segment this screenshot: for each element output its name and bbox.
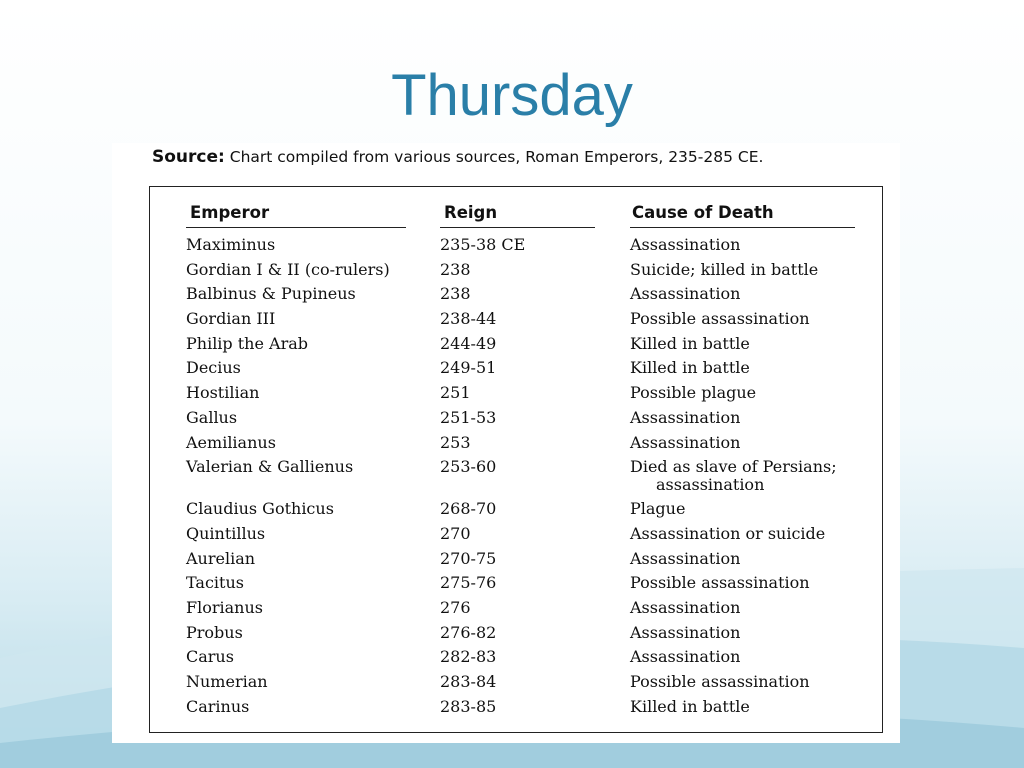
- cell-reign: 276-82: [440, 622, 497, 642]
- cell-cause: Plague: [630, 499, 686, 519]
- cell-reign: 283-84: [440, 672, 497, 691]
- cell-emperor: Maximinus: [186, 235, 276, 254]
- cell-reign: 253: [440, 432, 471, 452]
- cell-emperor: Aemilianus: [186, 432, 276, 452]
- table-row: [150, 282, 884, 307]
- cell-emperor: Tacitus: [186, 573, 244, 593]
- cell-emperor: Balbinus & Pupineus: [186, 284, 356, 304]
- cell-emperor: Numerian: [186, 672, 268, 691]
- cell-reign: 283-85: [440, 696, 497, 716]
- table-row: [150, 670, 884, 695]
- table-row: [150, 621, 884, 646]
- cell-cause: Killed in battle: [630, 358, 750, 378]
- table-row: [150, 645, 884, 670]
- cell-cause: Possible assassination: [630, 573, 810, 593]
- table-row: [150, 381, 884, 406]
- cell-cause: [630, 457, 837, 493]
- cell-reign: 251-53: [440, 407, 497, 427]
- cell-reign: 238-44: [440, 309, 497, 329]
- cell-cause: Possible assassination: [630, 672, 810, 691]
- cell-cause: Possible assassination: [630, 309, 810, 329]
- cell-emperor: Florianus: [186, 597, 263, 617]
- cell-cause: Assassination: [630, 647, 741, 667]
- cell-emperor: Probus: [186, 622, 243, 642]
- cell-reign: 282-83: [440, 647, 497, 667]
- table-row: [150, 431, 884, 456]
- table-row: [150, 258, 884, 283]
- emperor-table: [149, 186, 883, 733]
- table-row: [150, 695, 884, 720]
- cell-cause: Killed in battle: [630, 696, 750, 716]
- cell-cause-line1: Died as slave of Persians;: [630, 457, 837, 477]
- cell-cause: Assassination or suicide: [630, 523, 826, 543]
- source-label: Source:: [152, 147, 225, 167]
- header-underline-cause: [630, 227, 855, 228]
- cell-cause: Assassination: [630, 284, 741, 304]
- cell-emperor: Gallus: [186, 407, 238, 427]
- document-scan: [112, 143, 900, 743]
- cell-emperor: Decius: [186, 358, 241, 378]
- column-header-emperor: Emperor: [190, 203, 270, 222]
- table-row: [150, 497, 884, 522]
- cell-emperor: Valerian & Gallienus: [186, 457, 354, 477]
- cell-reign: 270-75: [440, 548, 497, 568]
- header-underline-reign: [440, 227, 595, 228]
- cell-reign: 276: [440, 597, 471, 617]
- cell-emperor: Claudius Gothicus: [186, 499, 334, 519]
- cell-emperor: Carinus: [186, 696, 250, 716]
- cell-cause: Assassination: [630, 407, 741, 427]
- cell-emperor: Carus: [186, 647, 234, 667]
- cell-reign: 249-51: [440, 358, 497, 378]
- cell-cause: Assassination: [630, 597, 741, 617]
- cell-emperor: Gordian I & II (co-rulers): [186, 259, 390, 279]
- cell-emperor: Aurelian: [186, 548, 256, 568]
- table-row: [150, 332, 884, 357]
- cell-emperor: Quintillus: [186, 523, 266, 543]
- cell-reign: 235-38 CE: [440, 235, 526, 254]
- cell-cause: Assassination: [630, 622, 741, 642]
- cell-emperor: Gordian III: [186, 309, 276, 329]
- cell-emperor: Philip the Arab: [186, 333, 309, 353]
- table-row: [150, 596, 884, 621]
- cell-cause: Killed in battle: [630, 333, 750, 353]
- cell-reign: 238: [440, 284, 471, 304]
- cell-cause: Assassination: [630, 432, 741, 452]
- cell-cause-line2: assassination: [656, 475, 765, 495]
- table-row: [150, 455, 884, 497]
- source-text: Chart compiled from various sources, Roman Emperors, 235-285 CE.: [229, 148, 764, 166]
- table-row: [150, 571, 884, 596]
- cell-cause: Suicide; killed in battle: [630, 259, 819, 279]
- cell-reign: 275-76: [440, 573, 497, 593]
- column-header-cause: Cause of Death: [632, 203, 774, 222]
- table-row: [150, 233, 884, 258]
- cell-reign: 238: [440, 259, 471, 279]
- table-body: [150, 233, 884, 719]
- cell-reign: 268-70: [440, 499, 497, 519]
- table-row: [150, 547, 884, 572]
- column-header-reign: Reign: [444, 203, 498, 222]
- table-row: [150, 307, 884, 332]
- table-row: [150, 356, 884, 381]
- cell-reign: 270: [440, 523, 471, 543]
- slide-title: Thursday: [391, 63, 633, 128]
- table-row: [150, 522, 884, 547]
- source-line: [152, 147, 892, 167]
- cell-reign: 253-60: [440, 457, 497, 477]
- cell-cause: Assassination: [630, 548, 741, 568]
- cell-reign: 251: [440, 383, 471, 403]
- cell-cause: Possible plague: [630, 383, 757, 403]
- header-underline-emperor: [186, 227, 406, 228]
- cell-cause: Assassination: [630, 235, 741, 254]
- table-row: [150, 406, 884, 431]
- cell-reign: 244-49: [440, 333, 497, 353]
- cell-emperor: Hostilian: [186, 383, 260, 403]
